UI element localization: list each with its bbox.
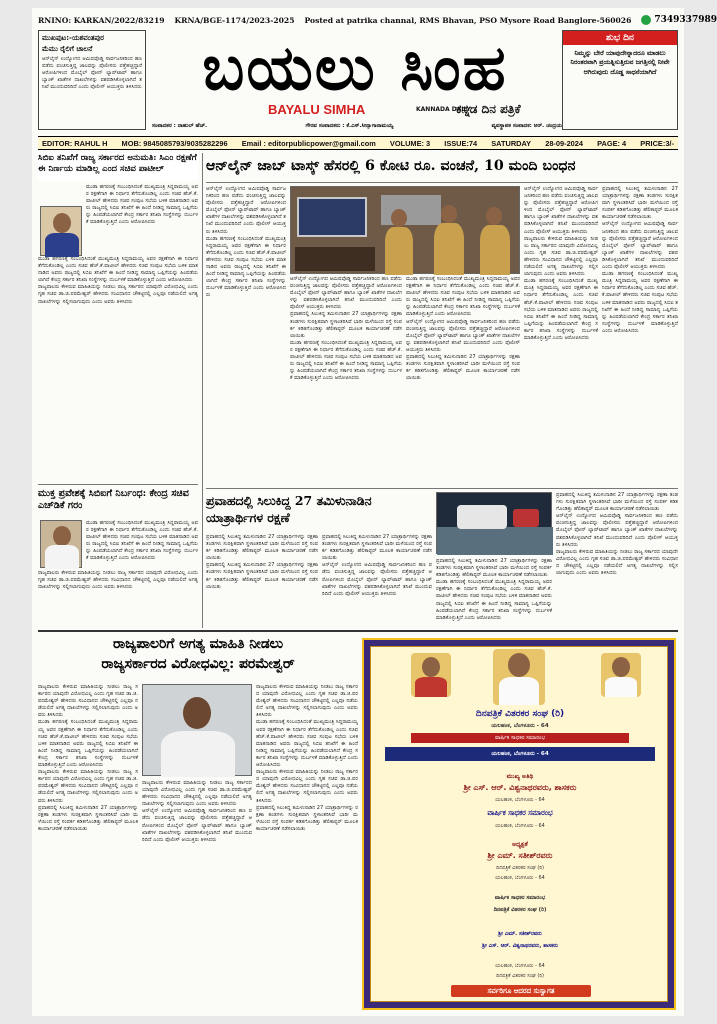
article-2-headline: ಆನ್‌ಲೈನ್ ಜಾಬ್ ಟಾಸ್ಕ್ ಹೆಸರಲ್ಲಿ 6 ಕೋಟಿ ರೂ. ವಂಚನೆ, 10 ಮಂದಿ ಬಂಧನ xyxy=(206,158,576,174)
article-4-col-3 xyxy=(436,558,552,628)
article-1-headline-box xyxy=(38,153,198,181)
newspaper-page xyxy=(32,8,717,1016)
article-4-text-4b: ಆನ್‌ಲೈನ್ ಉದ್ಯೋಗದ ಆಮಿಷವೊಡ್ಡಿ ಸಾರ್ವಜನಿಕರಿಂದ ಹಣ ಪಡೆದು ವಂಚಿಸುತ್ತಿದ್ದ ಜಾಲವನ್ನು ಪೊಲೀಸರು ಪತ್ತೆಹಚ್ಚಿದ್ದಾರೆ ಆರೋಪಿಗಳಿಂದ ಮೊಬೈಲ್ ಫೋನ್ ಲ್ಯಾಪ್‌ಟಾಪ್ ಹಾಗೂ ಬ್ಯಾಂಕ್ ಖಾತೆಗಳ ದಾಖಲೆಗಳನ್ನು ವಶಪಡಿಸಿಕೊಳ್ಳಲಾಗಿದೆ ತನಿಖೆ ಮುಂದುವರಿದಿದೆ ಎಂದು ಪೊಲೀಸ್ ಆಯುಕ್ತರು ತಿಳಿಸಿದರು xyxy=(556,513,678,548)
article-5-col-1 xyxy=(38,684,138,1010)
article-5-text-1b: ಮುಡಾ ಹಗರಣಕ್ಕೆ ಸಂಬಂಧಿಸಿದಂತೆ ಮುಖ್ಯಮಂತ್ರಿ ಸಿದ್ದರಾಮಯ್ಯ ಅವರ ರಕ್ಷಣೆಗಾಗಿ ಈ ನಿರ್ಧಾರ ತೆಗೆದುಕೊಂಡಿಲ್ಲ ಎಂದು ಸಚಿವ ಹೆಚ್.ಕೆ.ಪಾಟೀಲ್ ಹೇಳಿದರು ಸಚಿವ ಸಂಪುಟ ಸಭೆಯ ಬಳಿಕ ಮಾತನಾಡಿದ ಅವರು ರಾಜ್ಯದಲ್ಲಿ ಸಿಬಿಐ ತನಿಖೆಗೆ ಈ ಹಿಂದೆ ನೀಡಿದ್ದ ಸಾಮಾನ್ಯ ಒಪ್ಪಿಗೆಯನ್ನು ಹಿಂಪಡೆಯಲಾಗಿದೆ ಕೇಂದ್ರ ಸರ್ಕಾರ ತನಿಖಾ ಸಂಸ್ಥೆಗಳನ್ನು ದುರ್ಬಳಕೆ ಮಾಡಿಕೊಳ್ಳುತ್ತಿದೆ ಎಂದು ಆರೋಪಿಸಿದರು xyxy=(38,719,138,769)
article-2-col-2 xyxy=(290,276,402,486)
article-2-text-1b: ಮುಡಾ ಹಗರಣಕ್ಕೆ ಸಂಬಂಧಿಸಿದಂತೆ ಮುಖ್ಯಮಂತ್ರಿ ಸಿದ್ದರಾಮಯ್ಯ ಅವರ ರಕ್ಷಣೆಗಾಗಿ ಈ ನಿರ್ಧಾರ ತೆಗೆದುಕೊಂಡಿಲ್ಲ ಎಂದು ಸಚಿವ ಹೆಚ್.ಕೆ.ಪಾಟೀಲ್ ಹೇಳಿದರು ಸಚಿವ ಸಂಪುಟ ಸಭೆಯ ಬಳಿಕ ಮಾತನಾಡಿದ ಅವರು ರಾಜ್ಯದಲ್ಲಿ ಸಿಬಿಐ ತನಿಖೆಗೆ ಈ ಹಿಂದೆ ನೀಡಿದ್ದ ಸಾಮಾನ್ಯ ಒಪ್ಪಿಗೆಯನ್ನು ಹಿಂಪಡೆಯಲಾಗಿದೆ ಕೇಂದ್ರ ಸರ್ಕಾರ ತನಿಖಾ ಸಂಸ್ಥೆಗಳನ್ನು ದುರ್ಬಳಕೆ ಮಾಡಿಕೊಳ್ಳುತ್ತಿದೆ ಎಂದು ಆರೋಪಿಸಿದರು xyxy=(206,235,286,299)
hon-editor-kn: ಗೌರವ ಸಂಪಾದಕರು : ಕೆ.ಎಸ್.ಸೀನ್ನಾಗಾರಾಮಯ್ಯ xyxy=(305,123,394,129)
ad-desc-8: ಶ್ರೀ ಎಸ್. ಆರ್. ವಿಶ್ವನಾಥರವರು, ಶಾಸಕರು xyxy=(482,943,558,949)
ad-desc-2: ಯಲಹಂಕ, ಬೆಂಗಳೂರು - 64 xyxy=(495,823,545,829)
article-4-text-2b: ಆನ್‌ಲೈನ್ ಉದ್ಯೋಗದ ಆಮಿಷವೊಡ್ಡಿ ಸಾರ್ವಜನಿಕರಿಂದ ಹಣ ಪಡೆದು ವಂಚಿಸುತ್ತಿದ್ದ ಜಾಲವನ್ನು ಪೊಲೀಸರು ಪತ್ತೆಹಚ್ಚಿದ್ದಾರೆ ಆರೋಪಿಗಳಿಂದ ಮೊಬೈಲ್ ಫೋನ್ ಲ್ಯಾಪ್‌ಟಾಪ್ ಹಾಗೂ ಬ್ಯಾಂಕ್ ಖಾತೆಗಳ ದಾಖಲೆಗಳನ್ನು ವಶಪಡಿಸಿಕೊಳ್ಳಲಾಗಿದೆ ತನಿಖೆ ಮುಂದುವರಿದಿದೆ ಎಂದು ಪೊಲೀಸ್ ಆಯುಕ್ತರು ತಿಳಿಸಿದರು xyxy=(322,562,432,597)
right-quote-box xyxy=(562,30,678,130)
article-5-text-2a: ರಾಜ್ಯಪಾಲರು ಕೇಳಿರುವ ಮಾಹಿತಿಯನ್ನು ನೀಡಲು ರಾಜ್ಯ ಸರ್ಕಾರದ ಯಾವುದೇ ವಿರೋಧವಿಲ್ಲ ಎಂದು ಗೃಹ ಸಚಿವ ಡಾ.ಜಿ.ಪರಮೇಶ್ವರ್ ಹೇಳಿದರು ಸಂವಿಧಾನದ ಚೌಕಟ್ಟಿನಲ್ಲಿ ಎಲ್ಲವೂ ನಡೆಯಲಿದೆ ಅಗತ್ಯ ದಾಖಲೆಗಳನ್ನು ಸಲ್ಲಿಸಲಾಗುವುದು ಎಂದು ಅವರು ತಿಳಿಸಿದರು xyxy=(142,780,252,808)
divider xyxy=(206,488,678,489)
info-bar xyxy=(38,136,678,150)
article-5-text-1a: ರಾಜ್ಯಪಾಲರು ಕೇಳಿರುವ ಮಾಹಿತಿಯನ್ನು ನೀಡಲು ರಾಜ್ಯ ಸರ್ಕಾರದ ಯಾವುದೇ ವಿರೋಧವಿಲ್ಲ ಎಂದು ಗೃಹ ಸಚಿವ ಡಾ.ಜಿ.ಪರಮೇಶ್ವರ್ ಹೇಳಿದರು ಸಂವಿಧಾನದ ಚೌಕಟ್ಟಿನಲ್ಲಿ ಎಲ್ಲವೂ ನಡೆಯಲಿದೆ ಅಗತ್ಯ ದಾಖಲೆಗಳನ್ನು ಸಲ್ಲಿಸಲಾಗುವುದು ಎಂದು ಅವರು ತಿಳಿಸಿದರು xyxy=(38,684,138,719)
article-4-text-4a: ಪ್ರವಾಹದಲ್ಲಿ ಸಿಲುಕಿದ್ದ ತಮಿಳುನಾಡಿನ 27 ಯಾತ್ರಾರ್ಥಿಗಳನ್ನು ರಕ್ಷಣಾ ತಂಡಗಳು ಸುರಕ್ಷಿತವಾಗಿ ಸ್ಥಳಾಂತರಿಸಿವೆ ಭಾರೀ ಮಳೆಯಿಂದ ರಸ್ತೆ ಸಂಪರ್ಕ ಕಡಿತಗೊಂಡಿತ್ತು ಹೆಲಿಕಾಪ್ಟರ್ ಮೂಲಕ ಕಾರ್ಯಾಚರಣೆ ನಡೆಸಲಾಯಿತು xyxy=(556,492,678,513)
article-1-text-a: ಮುಡಾ ಹಗರಣಕ್ಕೆ ಸಂಬಂಧಿಸಿದಂತೆ ಮುಖ್ಯಮಂತ್ರಿ ಸಿದ್ದರಾಮಯ್ಯ ಅವರ ರಕ್ಷಣೆಗಾಗಿ ಈ ನಿರ್ಧಾರ ತೆಗೆದುಕೊಂಡಿಲ್ಲ ಎಂದು ಸಚಿವ ಹೆಚ್.ಕೆ.ಪಾಟೀಲ್ ಹೇಳಿದರು ಸಚಿವ ಸಂಪುಟ ಸಭೆಯ ಬಳಿಕ ಮಾತನಾಡಿದ ಅವರು ರಾಜ್ಯದಲ್ಲಿ ಸಿಬಿಐ ತನಿಖೆಗೆ ಈ ಹಿಂದೆ ನೀಡಿದ್ದ ಸಾಮಾನ್ಯ ಒಪ್ಪಿಗೆಯನ್ನು ಹಿಂಪಡೆಯಲಾಗಿದೆ ಕೇಂದ್ರ ಸರ್ಕಾರ ತನಿಖಾ ಸಂಸ್ಥೆಗಳನ್ನು ದುರ್ಬಳಕೆ ಮಾಡಿಕೊಳ್ಳುತ್ತಿದೆ ಎಂದು ಆರೋಪಿಸಿದರು xyxy=(86,184,198,226)
article-2-col-1 xyxy=(206,186,286,486)
info-price: PRICE:3/- xyxy=(640,138,674,148)
editor-kn: ಸಂಪಾದಕರ : ರಾಹುಲ್ ಹೆಚ್. xyxy=(152,123,208,129)
article-4-col-1 xyxy=(206,534,318,628)
phone xyxy=(641,15,717,25)
left-box-heading: ಮುಖಪುಟ:-ಯಶವಂತಪುರ xyxy=(42,34,104,42)
article-5-text-3a: ರಾಜ್ಯಪಾಲರು ಕೇಳಿರುವ ಮಾಹಿತಿಯನ್ನು ನೀಡಲು ರಾಜ್ಯ ಸರ್ಕಾರದ ಯಾವುದೇ ವಿರೋಧವಿಲ್ಲ ಎಂದು ಗೃಹ ಸಚಿವ ಡಾ.ಜಿ.ಪರಮೇಶ್ವರ್ ಹೇಳಿದರು ಸಂವಿಧಾನದ ಚೌಕಟ್ಟಿನಲ್ಲಿ ಎಲ್ಲವೂ ನಡೆಯಲಿದೆ ಅಗತ್ಯ ದಾಖಲೆಗಳನ್ನು ಸಲ್ಲಿಸಲಾಗುವುದು ಎಂದು ಅವರು ತಿಳಿಸಿದರು xyxy=(256,684,358,719)
editor-line xyxy=(152,123,562,130)
ad-photo-right xyxy=(601,653,641,697)
article-5-text-3b: ಮುಡಾ ಹಗರಣಕ್ಕೆ ಸಂಬಂಧಿಸಿದಂತೆ ಮುಖ್ಯಮಂತ್ರಿ ಸಿದ್ದರಾಮಯ್ಯ ಅವರ ರಕ್ಷಣೆಗಾಗಿ ಈ ನಿರ್ಧಾರ ತೆಗೆದುಕೊಂಡಿಲ್ಲ ಎಂದು ಸಚಿವ ಹೆಚ್.ಕೆ.ಪಾಟೀಲ್ ಹೇಳಿದರು ಸಚಿವ ಸಂಪುಟ ಸಭೆಯ ಬಳಿಕ ಮಾತನಾಡಿದ ಅವರು ರಾಜ್ಯದಲ್ಲಿ ಸಿಬಿಐ ತನಿಖೆಗೆ ಈ ಹಿಂದೆ ನೀಡಿದ್ದ ಸಾಮಾನ್ಯ ಒಪ್ಪಿಗೆಯನ್ನು ಹಿಂಪಡೆಯಲಾಗಿದೆ ಕೇಂದ್ರ ಸರ್ಕಾರ ತನಿಖಾ ಸಂಸ್ಥೆಗಳನ್ನು ದುರ್ಬಳಕೆ ಮಾಡಿಕೊಳ್ಳುತ್ತಿದೆ ಎಂದು ಆರೋಪಿಸಿದರು xyxy=(256,719,358,769)
article-2-text-4c: ಮುಡಾ ಹಗರಣಕ್ಕೆ ಸಂಬಂಧಿಸಿದಂತೆ ಮುಖ್ಯಮಂತ್ರಿ ಸಿದ್ದರಾಮಯ್ಯ ಅವರ ರಕ್ಷಣೆಗಾಗಿ ಈ ನಿರ್ಧಾರ ತೆಗೆದುಕೊಂಡಿಲ್ಲ ಎಂದು ಸಚಿವ ಹೆಚ್.ಕೆ.ಪಾಟೀಲ್ ಹೇಳಿದರು ಸಚಿವ ಸಂಪುಟ ಸಭೆಯ ಬಳಿಕ ಮಾತನಾಡಿದ ಅವರು ರಾಜ್ಯದಲ್ಲಿ ಸಿಬಿಐ ತನಿಖೆಗೆ ಈ ಹಿಂದೆ ನೀಡಿದ್ದ ಸಾಮಾನ್ಯ ಒಪ್ಪಿಗೆಯನ್ನು ಹಿಂಪಡೆಯಲಾಗಿದೆ ಕೇಂದ್ರ ಸರ್ಕಾರ ತನಿಖಾ ಸಂಸ್ಥೆಗಳನ್ನು ದುರ್ಬಳಕೆ ಮಾಡಿಕೊಳ್ಳುತ್ತಿದೆ ಎಂದು ಆರೋಪಿಸಿದರು xyxy=(524,278,598,341)
article-4-col-4 xyxy=(556,492,678,628)
info-editor: EDITOR: RAHUL H xyxy=(42,138,108,148)
article-2-text-2a: ಆನ್‌ಲೈನ್ ಉದ್ಯೋಗದ ಆಮಿಷವೊಡ್ಡಿ ಸಾರ್ವಜನಿಕರಿಂದ ಹಣ ಪಡೆದು ವಂಚಿಸುತ್ತಿದ್ದ ಜಾಲವನ್ನು ಪೊಲೀಸರು ಪತ್ತೆಹಚ್ಚಿದ್ದಾರೆ ಆರೋಪಿಗಳಿಂದ ಮೊಬೈಲ್ ಫೋನ್ ಲ್ಯಾಪ್‌ಟಾಪ್ ಹಾಗೂ ಬ್ಯಾಂಕ್ ಖಾತೆಗಳ ದಾಖಲೆಗಳನ್ನು ವಶಪಡಿಸಿಕೊಳ್ಳಲಾಗಿದೆ ತನಿಖೆ ಮುಂದುವರಿದಿದೆ ಎಂದು ಪೊಲೀಸ್ ಆಯುಕ್ತರು ತಿಳಿಸಿದರು xyxy=(290,276,402,311)
ad-chief-guest-label: ಮುಖ್ಯ ಅತಿಥಿ xyxy=(506,773,534,780)
ad-place: ಯಲಹಂಕ, ಬೆಂಗಳೂರು - 64 xyxy=(491,723,549,729)
article-3-headline: ಮುಕ್ತ ಪ್ರವೇಶಕ್ಕೆ ಸಿಬಿಐಗೆ ನಿರ್ಬಂಧ: ಕೇಂದ್ರ ಸಚಿವ ಎಚ್‌ಡಿಕೆ ಗರಂ xyxy=(38,488,189,511)
article-2-text-2c: ಮುಡಾ ಹಗರಣಕ್ಕೆ ಸಂಬಂಧಿಸಿದಂತೆ ಮುಖ್ಯಮಂತ್ರಿ ಸಿದ್ದರಾಮಯ್ಯ ಅವರ ರಕ್ಷಣೆಗಾಗಿ ಈ ನಿರ್ಧಾರ ತೆಗೆದುಕೊಂಡಿಲ್ಲ ಎಂದು ಸಚಿವ ಹೆಚ್.ಕೆ.ಪಾಟೀಲ್ ಹೇಳಿದರು ಸಚಿವ ಸಂಪುಟ ಸಭೆಯ ಬಳಿಕ ಮಾತನಾಡಿದ ಅವರು ರಾಜ್ಯದಲ್ಲಿ ಸಿಬಿಐ ತನಿಖೆಗೆ ಈ ಹಿಂದೆ ನೀಡಿದ್ದ ಸಾಮಾನ್ಯ ಒಪ್ಪಿಗೆಯನ್ನು ಹಿಂಪಡೆಯಲಾಗಿದೆ ಕೇಂದ್ರ ಸರ್ಕಾರ ತನಿಖಾ ಸಂಸ್ಥೆಗಳನ್ನು ದುರ್ಬಳಕೆ ಮಾಡಿಕೊಳ್ಳುತ್ತಿದೆ ಎಂದು ಆರೋಪಿಸಿದರು xyxy=(290,339,402,382)
article-4-text-2a: ಪ್ರವಾಹದಲ್ಲಿ ಸಿಲುಕಿದ್ದ ತಮಿಳುನಾಡಿನ 27 ಯಾತ್ರಾರ್ಥಿಗಳನ್ನು ರಕ್ಷಣಾ ತಂಡಗಳು ಸುರಕ್ಷಿತವಾಗಿ ಸ್ಥಳಾಂತರಿಸಿವೆ ಭಾರೀ ಮಳೆಯಿಂದ ರಸ್ತೆ ಸಂಪರ್ಕ ಕಡಿತಗೊಂಡಿತ್ತು ಹೆಲಿಕಾಪ್ಟರ್ ಮೂಲಕ ಕಾರ್ಯಾಚರಣೆ ನಡೆಸಲಾಯಿತು xyxy=(322,534,432,562)
article-2-text-2b: ಪ್ರವಾಹದಲ್ಲಿ ಸಿಲುಕಿದ್ದ ತಮಿಳುನಾಡಿನ 27 ಯಾತ್ರಾರ್ಥಿಗಳನ್ನು ರಕ್ಷಣಾ ತಂಡಗಳು ಸುರಕ್ಷಿತವಾಗಿ ಸ್ಥಳಾಂತರಿಸಿವೆ ಭಾರೀ ಮಳೆಯಿಂದ ರಸ್ತೆ ಸಂಪರ್ಕ ಕಡಿತಗೊಂಡಿತ್ತು ಹೆಲಿಕಾಪ್ಟರ್ ಮೂಲಕ ಕಾರ್ಯಾಚರಣೆ ನಡೆಸಲಾಯಿತು xyxy=(290,311,402,339)
article-3-body xyxy=(38,570,198,626)
article-2-col-5 xyxy=(602,186,678,486)
left-box-text: ಆನ್‌ಲೈನ್ ಉದ್ಯೋಗದ ಆಮಿಷವೊಡ್ಡಿ ಸಾರ್ವಜನಿಕರಿಂದ ಹಣ ಪಡೆದು ವಂಚಿಸುತ್ತಿದ್ದ ಜಾಲವನ್ನು ಪೊಲೀಸರು ಪತ್ತೆಹಚ್ಚಿದ್ದಾರೆ ಆರೋಪಿಗಳಿಂದ ಮೊಬೈಲ್ ಫೋನ್ ಲ್ಯಾಪ್‌ಟಾಪ್ ಹಾಗೂ ಬ್ಯಾಂಕ್ ಖಾತೆಗಳ ದಾಖಲೆಗಳನ್ನು ವಶಪಡಿಸಿಕೊಳ್ಳಲಾಗಿದೆ ತನಿಖೆ ಮುಂದುವರಿದಿದೆ ಎಂದು ಪೊಲೀಸ್ ಆಯುಕ್ತರು ತಿಳಿಸಿದರು xyxy=(42,55,142,90)
info-mobile: MOB: 9845085793/9035282296 xyxy=(121,138,228,148)
quote-tag: ಶುಭ ದಿನ xyxy=(563,31,677,45)
article-5-text-2b: ಆನ್‌ಲೈನ್ ಉದ್ಯೋಗದ ಆಮಿಷವೊಡ್ಡಿ ಸಾರ್ವಜನಿಕರಿಂದ ಹಣ ಪಡೆದು ವಂಚಿಸುತ್ತಿದ್ದ ಜಾಲವನ್ನು ಪೊಲೀಸರು ಪತ್ತೆಹಚ್ಚಿದ್ದಾರೆ ಆರೋಪಿಗಳಿಂದ ಮೊಬೈಲ್ ಫೋನ್ ಲ್ಯಾಪ್‌ಟಾಪ್ ಹಾಗೂ ಬ್ಯಾಂಕ್ ಖಾತೆಗಳ ದಾಖಲೆಗಳನ್ನು ವಶಪಡಿಸಿಕೊಳ್ಳಲಾಗಿದೆ ತನಿಖೆ ಮುಂದುವರಿದಿದೆ ಎಂದು ಪೊಲೀಸ್ ಆಯುಕ್ತರು ತಿಳಿಸಿದರು xyxy=(142,808,252,843)
article-2-text-5c: ಮುಡಾ ಹಗರಣಕ್ಕೆ ಸಂಬಂಧಿಸಿದಂತೆ ಮುಖ್ಯಮಂತ್ರಿ ಸಿದ್ದರಾಮಯ್ಯ ಅವರ ರಕ್ಷಣೆಗಾಗಿ ಈ ನಿರ್ಧಾರ ತೆಗೆದುಕೊಂಡಿಲ್ಲ ಎಂದು ಸಚಿವ ಹೆಚ್.ಕೆ.ಪಾಟೀಲ್ ಹೇಳಿದರು ಸಚಿವ ಸಂಪುಟ ಸಭೆಯ ಬಳಿಕ ಮಾತನಾಡಿದ ಅವರು ರಾಜ್ಯದಲ್ಲಿ ಸಿಬಿಐ ತನಿಖೆಗೆ ಈ ಹಿಂದೆ ನೀಡಿದ್ದ ಸಾಮಾನ್ಯ ಒಪ್ಪಿಗೆಯನ್ನು ಹಿಂಪಡೆಯಲಾಗಿದೆ ಕೇಂದ್ರ ಸರ್ಕಾರ ತನಿಖಾ ಸಂಸ್ಥೆಗಳನ್ನು ದುರ್ಬಳಕೆ ಮಾಡಿಕೊಳ್ಳುತ್ತಿದೆ ಎಂದು ಆರೋಪಿಸಿದರು xyxy=(602,271,678,334)
article-2-text-3a: ಮುಡಾ ಹಗರಣಕ್ಕೆ ಸಂಬಂಧಿಸಿದಂತೆ ಮುಖ್ಯಮಂತ್ರಿ ಸಿದ್ದರಾಮಯ್ಯ ಅವರ ರಕ್ಷಣೆಗಾಗಿ ಈ ನಿರ್ಧಾರ ತೆಗೆದುಕೊಂಡಿಲ್ಲ ಎಂದು ಸಚಿವ ಹೆಚ್.ಕೆ.ಪಾಟೀಲ್ ಹೇಳಿದರು ಸಚಿವ ಸಂಪುಟ ಸಭೆಯ ಬಳಿಕ ಮಾತನಾಡಿದ ಅವರು ರಾಜ್ಯದಲ್ಲಿ ಸಿಬಿಐ ತನಿಖೆಗೆ ಈ ಹಿಂದೆ ನೀಡಿದ್ದ ಸಾಮಾನ್ಯ ಒಪ್ಪಿಗೆಯನ್ನು ಹಿಂಪಡೆಯಲಾಗಿದೆ ಕೇಂದ್ರ ಸರ್ಕಾರ ತನಿಖಾ ಸಂಸ್ಥೆಗಳನ್ನು ದುರ್ಬಳಕೆ ಮಾಡಿಕೊಳ್ಳುತ್ತಿದೆ ಎಂದು ಆರೋಪಿಸಿದರು xyxy=(406,276,520,318)
ad-guest-2: ವಾರ್ಷಿಕ ಸಾಧಕರ ಸಮಾರಂಭ xyxy=(487,809,553,817)
ad-org-name: ದಿನಪತ್ರಿಕೆ ವಿತರಕರ ಸಂಘ (ರಿ) xyxy=(475,709,565,719)
ad-president-label: ಅಧ್ಯಕ್ಷತೆ xyxy=(512,841,528,848)
article-2-text-4a: ಆನ್‌ಲೈನ್ ಉದ್ಯೋಗದ ಆಮಿಷವೊಡ್ಡಿ ಸಾರ್ವಜನಿಕರಿಂದ ಹಣ ಪಡೆದು ವಂಚಿಸುತ್ತಿದ್ದ ಜಾಲವನ್ನು ಪೊಲೀಸರು ಪತ್ತೆಹಚ್ಚಿದ್ದಾರೆ ಆರೋಪಿಗಳಿಂದ ಮೊಬೈಲ್ ಫೋನ್ ಲ್ಯಾಪ್‌ಟಾಪ್ ಹಾಗೂ ಬ್ಯಾಂಕ್ ಖಾತೆಗಳ ದಾಖಲೆಗಳನ್ನು ವಶಪಡಿಸಿಕೊಳ್ಳಲಾಗಿದೆ ತನಿಖೆ ಮುಂದುವರಿದಿದೆ ಎಂದು ಪೊಲೀಸ್ ಆಯುಕ್ತರು ತಿಳಿಸಿದರು xyxy=(524,186,598,235)
info-email: Email : editorpublicpower@gmail.com xyxy=(241,138,376,148)
article-5-col-3 xyxy=(256,684,358,1010)
info-date: 28-09-2024 xyxy=(545,138,584,148)
article-5-text-3c: ರಾಜ್ಯಪಾಲರು ಕೇಳಿರುವ ಮಾಹಿತಿಯನ್ನು ನೀಡಲು ರಾಜ್ಯ ಸರ್ಕಾರದ ಯಾವುದೇ ವಿರೋಧವಿಲ್ಲ ಎಂದು ಗೃಹ ಸಚಿವ ಡಾ.ಜಿ.ಪರಮೇಶ್ವರ್ ಹೇಳಿದರು ಸಂವಿಧಾನದ ಚೌಕಟ್ಟಿನಲ್ಲಿ ಎಲ್ಲವೂ ನಡೆಯಲಿದೆ ಅಗತ್ಯ ದಾಖಲೆಗಳನ್ನು ಸಲ್ಲಿಸಲಾಗುವುದು ಎಂದು ಅವರು ತಿಳಿಸಿದರು xyxy=(256,769,358,804)
ad-desc-9: ಯಲಹಂಕ, ಬೆಂಗಳೂರು - 64 xyxy=(495,963,545,969)
left-promo-box xyxy=(38,30,146,130)
article-3-text-b: ರಾಜ್ಯಪಾಲರು ಕೇಳಿರುವ ಮಾಹಿತಿಯನ್ನು ನೀಡಲು ರಾಜ್ಯ ಸರ್ಕಾರದ ಯಾವುದೇ ವಿರೋಧವಿಲ್ಲ ಎಂದು ಗೃಹ ಸಚಿವ ಡಾ.ಜಿ.ಪರಮೇಶ್ವರ್ ಹೇಳಿದರು ಸಂವಿಧಾನದ ಚೌಕಟ್ಟಿನಲ್ಲಿ ಎಲ್ಲವೂ ನಡೆಯಲಿದೆ ಅಗತ್ಯ ದಾಖಲೆಗಳನ್ನು ಸಲ್ಲಿಸಲಾಗುವುದು ಎಂದು ಅವರು ತಿಳಿಸಿದರು xyxy=(38,570,198,591)
article-5-headline-2: ರಾಜ್ಯಸರ್ಕಾರದ ವಿರೋಧವಿಲ್ಲ: ಪರಮೇಶ್ವರ್ xyxy=(101,656,295,672)
kannada-daily-en: KANNADA DAILY xyxy=(416,106,471,113)
ad-venue: ಯಲಹಂಕ, ಬೆಂಗಳೂರು - 64 xyxy=(385,747,655,761)
divider xyxy=(38,630,678,632)
article-5-headline-1: ರಾಜ್ಯಪಾಲರಿಗೆ ಅಗತ್ಯ ಮಾಹಿತಿ ನೀಡಲು xyxy=(112,636,284,652)
masthead xyxy=(38,30,678,134)
krna-number: KRNA/BGE-1174/2023-2025 xyxy=(174,15,295,25)
article-4-headline-box xyxy=(206,492,432,532)
article-2-text-1a: ಆನ್‌ಲೈನ್ ಉದ್ಯೋಗದ ಆಮಿಷವೊಡ್ಡಿ ಸಾರ್ವಜನಿಕರಿಂದ ಹಣ ಪಡೆದು ವಂಚಿಸುತ್ತಿದ್ದ ಜಾಲವನ್ನು ಪೊಲೀಸರು ಪತ್ತೆಹಚ್ಚಿದ್ದಾರೆ ಆರೋಪಿಗಳಿಂದ ಮೊಬೈಲ್ ಫೋನ್ ಲ್ಯಾಪ್‌ಟಾಪ್ ಹಾಗೂ ಬ್ಯಾಂಕ್ ಖಾತೆಗಳ ದಾಖಲೆಗಳನ್ನು ವಶಪಡಿಸಿಕೊಳ್ಳಲಾಗಿದೆ ತನಿಖೆ ಮುಂದುವರಿದಿದೆ ಎಂದು ಪೊಲೀಸ್ ಆಯುಕ್ತರು ತಿಳಿಸಿದರು xyxy=(206,186,286,235)
article-2-text-4b: ರಾಜ್ಯಪಾಲರು ಕೇಳಿರುವ ಮಾಹಿತಿಯನ್ನು ನೀಡಲು ರಾಜ್ಯ ಸರ್ಕಾರದ ಯಾವುದೇ ವಿರೋಧವಿಲ್ಲ ಎಂದು ಗೃಹ ಸಚಿವ ಡಾ.ಜಿ.ಪರಮೇಶ್ವರ್ ಹೇಳಿದರು ಸಂವಿಧಾನದ ಚೌಕಟ್ಟಿನಲ್ಲಿ ಎಲ್ಲವೂ ನಡೆಯಲಿದೆ ಅಗತ್ಯ ದಾಖಲೆಗಳನ್ನು ಸಲ್ಲಿಸಲಾಗುವುದು ಎಂದು ಅವರು ತಿಳಿಸಿದರು xyxy=(524,235,598,278)
quote-text: ನಿಮ್ಮನ್ನು ಬೇರೆ ಯಾವುದೇನ್ನಾದರೂ ಮಾಡಲು ನಿರಂತರವಾಗಿ ಪ್ರಯತ್ನಿಸುತ್ತಿರುವ ಜಗತ್ತಿನಲ್ಲಿ ನೀವೇ ಆಗಿರುವುದು ದೊಡ್ಡ ಸಾಧನೆಯಾಗಿದೆ xyxy=(570,49,670,76)
article-3-headline-box xyxy=(38,488,198,516)
ad-inner xyxy=(370,646,668,1002)
article-4-headline: ಪ್ರವಾಹದಲ್ಲಿ ಸಿಲುಕಿದ್ದ 27 ತಮಿಳುನಾಡಿನ ಯಾತ್ರಾರ್ಥಿಗಳ ರಕ್ಷಣೆ xyxy=(206,493,372,525)
ad-desc-4: ಯಲಹಂಕ, ಬೆಂಗಳೂರು - 64 xyxy=(495,875,545,881)
info-page: PAGE: 4 xyxy=(597,138,627,148)
article-5-headline-box xyxy=(38,634,358,680)
minister-photo-2 xyxy=(40,520,82,568)
left-box-heading-2: ಮೆಮು ರೈಲಿಗೆ ಚಾಲನೆ xyxy=(42,44,93,53)
flood-rescue-photo xyxy=(436,492,552,554)
article-2-text-5a: ಪ್ರವಾಹದಲ್ಲಿ ಸಿಲುಕಿದ್ದ ತಮಿಳುನಾಡಿನ 27 ಯಾತ್ರಾರ್ಥಿಗಳನ್ನು ರಕ್ಷಣಾ ತಂಡಗಳು ಸುರಕ್ಷಿತವಾಗಿ ಸ್ಥಳಾಂತರಿಸಿವೆ ಭಾರೀ ಮಳೆಯಿಂದ ರಸ್ತೆ ಸಂಪರ್ಕ ಕಡಿತಗೊಂಡಿತ್ತು ಹೆಲಿಕಾಪ್ಟರ್ ಮೂಲಕ ಕಾರ್ಯಾಚರಣೆ ನಡೆಸಲಾಯಿತು xyxy=(602,186,678,221)
ad-desc-6: ದಿನಪತ್ರಿಕೆ ವಿತರಕರ ಸಂಘ (ರಿ) xyxy=(493,907,547,913)
ad-photo-center xyxy=(493,649,545,705)
article-1-body xyxy=(38,184,198,480)
article-4-text-3b: ಮುಡಾ ಹಗರಣಕ್ಕೆ ಸಂಬಂಧಿಸಿದಂತೆ ಮುಖ್ಯಮಂತ್ರಿ ಸಿದ್ದರಾಮಯ್ಯ ಅವರ ರಕ್ಷಣೆಗಾಗಿ ಈ ನಿರ್ಧಾರ ತೆಗೆದುಕೊಂಡಿಲ್ಲ ಎಂದು ಸಚಿವ ಹೆಚ್.ಕೆ.ಪಾಟೀಲ್ ಹೇಳಿದರು ಸಚಿವ ಸಂಪುಟ ಸಭೆಯ ಬಳಿಕ ಮಾತನಾಡಿದ ಅವರು ರಾಜ್ಯದಲ್ಲಿ ಸಿಬಿಐ ತನಿಖೆಗೆ ಈ ಹಿಂದೆ ನೀಡಿದ್ದ ಸಾಮಾನ್ಯ ಒಪ್ಪಿಗೆಯನ್ನು ಹಿಂಪಡೆಯಲಾಗಿದೆ ಕೇಂದ್ರ ಸರ್ಕಾರ ತನಿಖಾ ಸಂಸ್ಥೆಗಳನ್ನು ದುರ್ಬಳಕೆ ಮಾಡಿಕೊಳ್ಳುತ್ತಿದೆ ಎಂದು ಆರೋಪಿಸಿದರು xyxy=(436,579,552,621)
article-1-text-b: ಮುಡಾ ಹಗರಣಕ್ಕೆ ಸಂಬಂಧಿಸಿದಂತೆ ಮುಖ್ಯಮಂತ್ರಿ ಸಿದ್ದರಾಮಯ್ಯ ಅವರ ರಕ್ಷಣೆಗಾಗಿ ಈ ನಿರ್ಧಾರ ತೆಗೆದುಕೊಂಡಿಲ್ಲ ಎಂದು ಸಚಿವ ಹೆಚ್.ಕೆ.ಪಾಟೀಲ್ ಹೇಳಿದರು ಸಚಿವ ಸಂಪುಟ ಸಭೆಯ ಬಳಿಕ ಮಾತನಾಡಿದ ಅವರು ರಾಜ್ಯದಲ್ಲಿ ಸಿಬಿಐ ತನಿಖೆಗೆ ಈ ಹಿಂದೆ ನೀಡಿದ್ದ ಸಾಮಾನ್ಯ ಒಪ್ಪಿಗೆಯನ್ನು ಹಿಂಪಡೆಯಲಾಗಿದೆ ಕೇಂದ್ರ ಸರ್ಕಾರ ತನಿಖಾ ಸಂಸ್ಥೆಗಳನ್ನು ದುರ್ಬಳಕೆ ಮಾಡಿಕೊಳ್ಳುತ್ತಿದೆ ಎಂದು ಆರೋಪಿಸಿದರು xyxy=(38,256,198,284)
info-volume: VOLUME: 3 xyxy=(389,138,431,148)
police-press-photo xyxy=(290,186,520,274)
ad-desc-7: ಶ್ರೀ ಎಮ್. ಸತೀಶ್‌ರವರು xyxy=(498,931,542,937)
phone-number: 7349337989 xyxy=(654,15,717,25)
article-2-text-3b: ಆನ್‌ಲೈನ್ ಉದ್ಯೋಗದ ಆಮಿಷವೊಡ್ಡಿ ಸಾರ್ವಜನಿಕರಿಂದ ಹಣ ಪಡೆದು ವಂಚಿಸುತ್ತಿದ್ದ ಜಾಲವನ್ನು ಪೊಲೀಸರು ಪತ್ತೆಹಚ್ಚಿದ್ದಾರೆ ಆರೋಪಿಗಳಿಂದ ಮೊಬೈಲ್ ಫೋನ್ ಲ್ಯಾಪ್‌ಟಾಪ್ ಹಾಗೂ ಬ್ಯಾಂಕ್ ಖಾತೆಗಳ ದಾಖಲೆಗಳನ್ನು ವಶಪಡಿಸಿಕೊಳ್ಳಲಾಗಿದೆ ತನಿಖೆ ಮುಂದುವರಿದಿದೆ ಎಂದು ಪೊಲೀಸ್ ಆಯುಕ್ತರು ತಿಳಿಸಿದರು xyxy=(406,318,520,353)
ad-desc-3: ದಿನಪತ್ರಿಕೆ ವಿತರಕರ ಸಂಘ (ರಿ) xyxy=(496,865,544,871)
article-5-col-2 xyxy=(142,780,252,1010)
posted-at: Posted at patrika channal, RMS Bhavan, PSO Mysore Road Banglore-560026 xyxy=(304,15,632,25)
divider xyxy=(38,484,198,485)
parameshwar-photo xyxy=(142,684,252,776)
manager-kn: ವ್ಯವಸ್ಥಾಪಕ ಸಂಪಾದಕ: ಅರ್. ಚಂದ್ರಯ xyxy=(491,123,562,129)
registration-line xyxy=(38,12,717,28)
reg-number: RNINO: KARKAN/2022/83219 xyxy=(38,15,165,25)
article-4-text-1b: ಪ್ರವಾಹದಲ್ಲಿ ಸಿಲುಕಿದ್ದ ತಮಿಳುನಾಡಿನ 27 ಯಾತ್ರಾರ್ಥಿಗಳನ್ನು ರಕ್ಷಣಾ ತಂಡಗಳು ಸುರಕ್ಷಿತವಾಗಿ ಸ್ಥಳಾಂತರಿಸಿವೆ ಭಾರೀ ಮಳೆಯಿಂದ ರಸ್ತೆ ಸಂಪರ್ಕ ಕಡಿತಗೊಂಡಿತ್ತು ಹೆಲಿಕಾಪ್ಟರ್ ಮೂಲಕ ಕಾರ್ಯಾಚರಣೆ ನಡೆಸಲಾಯಿತು xyxy=(206,562,318,590)
article-4-col-2 xyxy=(322,534,432,628)
ad-desc-10: ದಿನಪತ್ರಿಕೆ ವಿತರಕರ ಸಂಘ (ರಿ) xyxy=(496,973,544,979)
advertisement xyxy=(362,638,676,1010)
ad-welcome: ಸರ್ವರಿಗೂ ಆದರದ ಸುಸ್ವಾಗತ xyxy=(451,985,591,997)
article-2-text-5b: ಆನ್‌ಲೈನ್ ಉದ್ಯೋಗದ ಆಮಿಷವೊಡ್ಡಿ ಸಾರ್ವಜನಿಕರಿಂದ ಹಣ ಪಡೆದು ವಂಚಿಸುತ್ತಿದ್ದ ಜಾಲವನ್ನು ಪೊಲೀಸರು ಪತ್ತೆಹಚ್ಚಿದ್ದಾರೆ ಆರೋಪಿಗಳಿಂದ ಮೊಬೈಲ್ ಫೋನ್ ಲ್ಯಾಪ್‌ಟಾಪ್ ಹಾಗೂ ಬ್ಯಾಂಕ್ ಖಾತೆಗಳ ದಾಖಲೆಗಳನ್ನು ವಶಪಡಿಸಿಕೊಳ್ಳಲಾಗಿದೆ ತನಿಖೆ ಮುಂದುವರಿದಿದೆ ಎಂದು ಪೊಲೀಸ್ ಆಯುಕ್ತರು ತಿಳಿಸಿದರು xyxy=(602,221,678,271)
article-1-headline: ಸಿಬಿಐ ತನಿಖೆಗೆ ರಾಜ್ಯ ಸರ್ಕಾರದ ಅನುಮತಿ: ಸಿಎಂ ರಕ್ಷಣೆಗೆ ಈ ನಿರ್ಣಯ ಮಾಡಿಲ್ಲ ಎಂದ ಸಚಿವ ಪಾಟೀಲ್ xyxy=(38,153,197,174)
article-3-body-side xyxy=(86,520,198,568)
paper-title: ಬಯಲು ಸಿಂಹ xyxy=(202,31,508,104)
column-divider xyxy=(202,153,203,628)
whatsapp-icon xyxy=(641,15,651,25)
article-4-text-4c: ರಾಜ್ಯಪಾಲರು ಕೇಳಿರುವ ಮಾಹಿತಿಯನ್ನು ನೀಡಲು ರಾಜ್ಯ ಸರ್ಕಾರದ ಯಾವುದೇ ವಿರೋಧವಿಲ್ಲ ಎಂದು ಗೃಹ ಸಚಿವ ಡಾ.ಜಿ.ಪರಮೇಶ್ವರ್ ಹೇಳಿದರು ಸಂವಿಧಾನದ ಚೌಕಟ್ಟಿನಲ್ಲಿ ಎಲ್ಲವೂ ನಡೆಯಲಿದೆ ಅಗತ್ಯ ದಾಖಲೆಗಳನ್ನು ಸಲ್ಲಿಸಲಾಗುವುದು ಎಂದು ಅವರು ತಿಳಿಸಿದರು xyxy=(556,548,678,577)
kannada-daily-kn: ಕನ್ನಡ ದಿನ ಪತ್ರಿಕೆ xyxy=(456,102,521,116)
article-4-text-1a: ಪ್ರವಾಹದಲ್ಲಿ ಸಿಲುಕಿದ್ದ ತಮಿಳುನಾಡಿನ 27 ಯಾತ್ರಾರ್ಥಿಗಳನ್ನು ರಕ್ಷಣಾ ತಂಡಗಳು ಸುರಕ್ಷಿತವಾಗಿ ಸ್ಥಳಾಂತರಿಸಿವೆ ಭಾರೀ ಮಳೆಯಿಂದ ರಸ್ತೆ ಸಂಪರ್ಕ ಕಡಿತಗೊಂಡಿತ್ತು ಹೆಲಿಕಾಪ್ಟರ್ ಮೂಲಕ ಕಾರ್ಯಾಚರಣೆ ನಡೆಸಲಾಯಿತು xyxy=(206,534,318,562)
article-3-text-a: ಮುಡಾ ಹಗರಣಕ್ಕೆ ಸಂಬಂಧಿಸಿದಂತೆ ಮುಖ್ಯಮಂತ್ರಿ ಸಿದ್ದರಾಮಯ್ಯ ಅವರ ರಕ್ಷಣೆಗಾಗಿ ಈ ನಿರ್ಧಾರ ತೆಗೆದುಕೊಂಡಿಲ್ಲ ಎಂದು ಸಚಿವ ಹೆಚ್.ಕೆ.ಪಾಟೀಲ್ ಹೇಳಿದರು ಸಚಿವ ಸಂಪುಟ ಸಭೆಯ ಬಳಿಕ ಮಾತನಾಡಿದ ಅವರು ರಾಜ್ಯದಲ್ಲಿ ಸಿಬಿಐ ತನಿಖೆಗೆ ಈ ಹಿಂದೆ ನೀಡಿದ್ದ ಸಾಮಾನ್ಯ ಒಪ್ಪಿಗೆಯನ್ನು ಹಿಂಪಡೆಯಲಾಗಿದೆ ಕೇಂದ್ರ ಸರ್ಕಾರ ತನಿಖಾ ಸಂಸ್ಥೆಗಳನ್ನು ದುರ್ಬಳಕೆ ಮಾಡಿಕೊಳ್ಳುತ್ತಿದೆ ಎಂದು ಆರೋಪಿಸಿದರು xyxy=(86,520,198,562)
ad-desc-1: ಯಲಹಂಕ, ಬೆಂಗಳೂರು - 64 xyxy=(495,797,545,803)
article-5-text-1d: ಪ್ರವಾಹದಲ್ಲಿ ಸಿಲುಕಿದ್ದ ತಮಿಳುನಾಡಿನ 27 ಯಾತ್ರಾರ್ಥಿಗಳನ್ನು ರಕ್ಷಣಾ ತಂಡಗಳು ಸುರಕ್ಷಿತವಾಗಿ ಸ್ಥಳಾಂತರಿಸಿವೆ ಭಾರೀ ಮಳೆಯಿಂದ ರಸ್ತೆ ಸಂಪರ್ಕ ಕಡಿತಗೊಂಡಿತ್ತು ಹೆಲಿಕಾಪ್ಟರ್ ಮೂಲಕ ಕಾರ್ಯಾಚರಣೆ ನಡೆಸಲಾಯಿತು xyxy=(38,804,138,832)
info-day: SATURDAY xyxy=(491,138,532,148)
paper-title-en: BAYALU SIMHA xyxy=(268,102,366,117)
article-1-text-c: ರಾಜ್ಯಪಾಲರು ಕೇಳಿರುವ ಮಾಹಿತಿಯನ್ನು ನೀಡಲು ರಾಜ್ಯ ಸರ್ಕಾರದ ಯಾವುದೇ ವಿರೋಧವಿಲ್ಲ ಎಂದು ಗೃಹ ಸಚಿವ ಡಾ.ಜಿ.ಪರಮೇಶ್ವರ್ ಹೇಳಿದರು ಸಂವಿಧಾನದ ಚೌಕಟ್ಟಿನಲ್ಲಿ ಎಲ್ಲವೂ ನಡೆಯಲಿದೆ ಅಗತ್ಯ ದಾಖಲೆಗಳನ್ನು ಸಲ್ಲಿಸಲಾಗುವುದು ಎಂದು ಅವರು ತಿಳಿಸಿದರು xyxy=(38,284,198,305)
ad-chief-guest: ಶ್ರೀ ಎಸ್. ಆರ್. ವಿಶ್ವನಾಥರವರು, ಶಾಸಕರು xyxy=(463,783,577,792)
ad-photo-left xyxy=(411,653,451,697)
article-5-text-3d: ಪ್ರವಾಹದಲ್ಲಿ ಸಿಲುಕಿದ್ದ ತಮಿಳುನಾಡಿನ 27 ಯಾತ್ರಾರ್ಥಿಗಳನ್ನು ರಕ್ಷಣಾ ತಂಡಗಳು ಸುರಕ್ಷಿತವಾಗಿ ಸ್ಥಳಾಂತರಿಸಿವೆ ಭಾರೀ ಮಳೆಯಿಂದ ರಸ್ತೆ ಸಂಪರ್ಕ ಕಡಿತಗೊಂಡಿತ್ತು ಹೆಲಿಕಾಪ್ಟರ್ ಮೂಲಕ ಕಾರ್ಯಾಚರಣೆ ನಡೆಸಲಾಯಿತು xyxy=(256,804,358,832)
divider xyxy=(206,182,678,183)
article-2-col-4 xyxy=(524,186,598,486)
article-2-headline-box xyxy=(206,153,678,181)
info-issue: ISSUE:74 xyxy=(444,138,478,148)
ad-desc-5: ವಾರ್ಷಿಕ ಸಾಧಕರ ಸಮಾರಂಭ xyxy=(494,895,546,901)
ad-event: ವಾರ್ಷಿಕ ಸಾಧಕರ ಸಮಾರಂಭ xyxy=(411,733,629,743)
article-2-text-3c: ಪ್ರವಾಹದಲ್ಲಿ ಸಿಲುಕಿದ್ದ ತಮಿಳುನಾಡಿನ 27 ಯಾತ್ರಾರ್ಥಿಗಳನ್ನು ರಕ್ಷಣಾ ತಂಡಗಳು ಸುರಕ್ಷಿತವಾಗಿ ಸ್ಥಳಾಂತರಿಸಿವೆ ಭಾರೀ ಮಳೆಯಿಂದ ರಸ್ತೆ ಸಂಪರ್ಕ ಕಡಿತಗೊಂಡಿತ್ತು ಹೆಲಿಕಾಪ್ಟರ್ ಮೂಲಕ ಕಾರ್ಯಾಚರಣೆ ನಡೆಸಲಾಯಿತು xyxy=(406,354,520,382)
article-5-text-1c: ರಾಜ್ಯಪಾಲರು ಕೇಳಿರುವ ಮಾಹಿತಿಯನ್ನು ನೀಡಲು ರಾಜ್ಯ ಸರ್ಕಾರದ ಯಾವುದೇ ವಿರೋಧವಿಲ್ಲ ಎಂದು ಗೃಹ ಸಚಿವ ಡಾ.ಜಿ.ಪರಮೇಶ್ವರ್ ಹೇಳಿದರು ಸಂವಿಧಾನದ ಚೌಕಟ್ಟಿನಲ್ಲಿ ಎಲ್ಲವೂ ನಡೆಯಲಿದೆ ಅಗತ್ಯ ದಾಖಲೆಗಳನ್ನು ಸಲ್ಲಿಸಲಾಗುವುದು ಎಂದು ಅವರು ತಿಳಿಸಿದರು xyxy=(38,769,138,804)
ad-president: ಶ್ರೀ ಎಮ್. ಸತೀಶ್‌ರವರು xyxy=(487,851,553,860)
article-2-col-3 xyxy=(406,276,520,486)
article-4-text-3a: ಪ್ರವಾಹದಲ್ಲಿ ಸಿಲುಕಿದ್ದ ತಮಿಳುನಾಡಿನ 27 ಯಾತ್ರಾರ್ಥಿಗಳನ್ನು ರಕ್ಷಣಾ ತಂಡಗಳು ಸುರಕ್ಷಿತವಾಗಿ ಸ್ಥಳಾಂತರಿಸಿವೆ ಭಾರೀ ಮಳೆಯಿಂದ ರಸ್ತೆ ಸಂಪರ್ಕ ಕಡಿತಗೊಂಡಿತ್ತು ಹೆಲಿಕಾಪ್ಟರ್ ಮೂಲಕ ಕಾರ್ಯಾಚರಣೆ ನಡೆಸಲಾಯಿತು xyxy=(436,558,552,579)
